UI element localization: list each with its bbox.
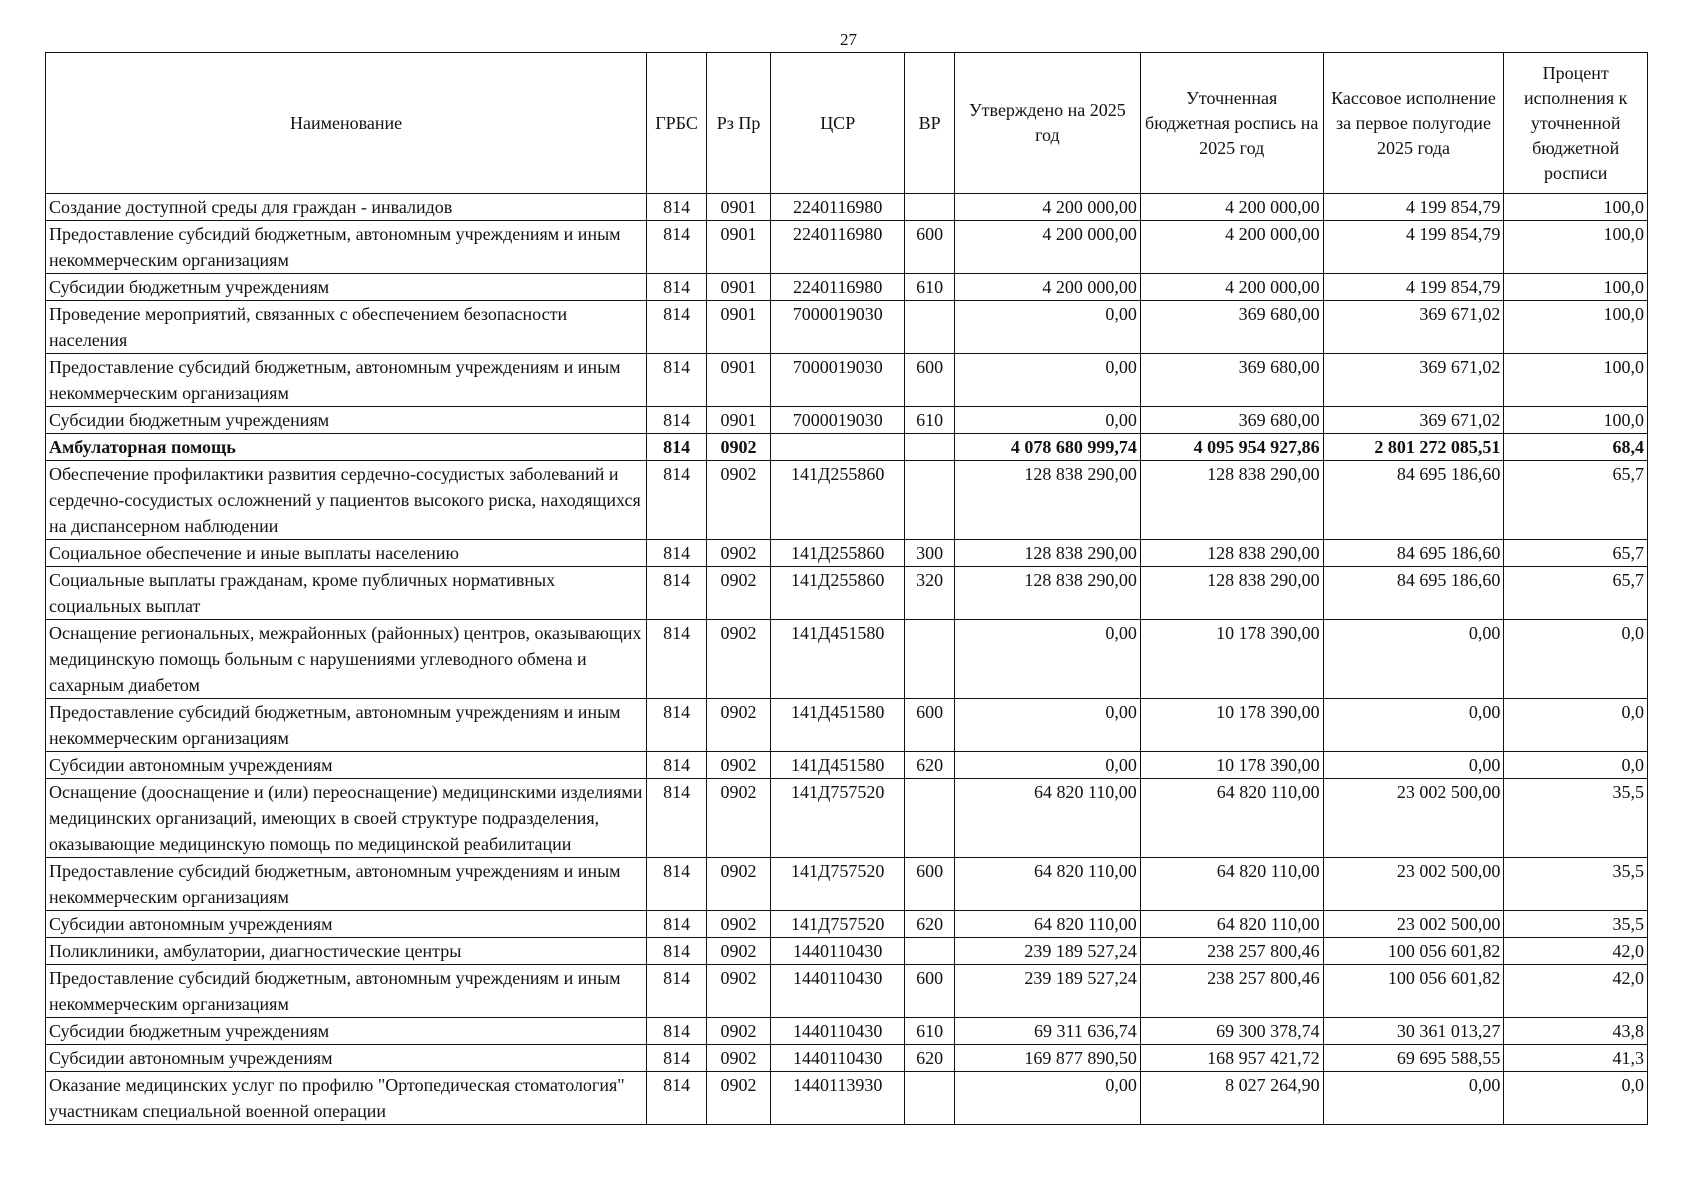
cell-name: Оснащение (дооснащение и (или) переоснащение) медицинскими изделиями медицинских организаций, имеющих в своей структуре подразделения, оказывающие медицинскую помощь по медицинской реабилитации (46, 779, 647, 858)
cell-cash: 69 695 588,55 (1323, 1045, 1504, 1072)
cell-vr: 600 (905, 354, 955, 407)
cell-cash: 369 671,02 (1323, 301, 1504, 354)
cell-percent: 65,7 (1504, 567, 1648, 620)
cell-csr: 1440110430 (771, 965, 905, 1018)
cell-rzpr: 0902 (707, 965, 771, 1018)
cell-grbs: 814 (647, 221, 707, 274)
cell-grbs: 814 (647, 434, 707, 461)
cell-cash: 30 361 013,27 (1323, 1018, 1504, 1045)
table-row (46, 407, 1648, 434)
cell-cash: 2 801 272 085,51 (1323, 434, 1504, 461)
cell-percent: 100,0 (1504, 221, 1648, 274)
cell-vr (905, 779, 955, 858)
cell-approved: 0,00 (954, 752, 1140, 779)
cell-csr: 7000019030 (771, 354, 905, 407)
cell-refined: 10 178 390,00 (1140, 752, 1323, 779)
cell-approved: 64 820 110,00 (954, 779, 1140, 858)
cell-approved: 0,00 (954, 301, 1140, 354)
cell-vr (905, 620, 955, 699)
cell-refined: 168 957 421,72 (1140, 1045, 1323, 1072)
table-row (46, 567, 1648, 620)
col-header-rzpr: Рз Пр (707, 53, 771, 194)
cell-vr: 610 (905, 274, 955, 301)
cell-grbs: 814 (647, 1045, 707, 1072)
cell-csr: 141Д255860 (771, 461, 905, 540)
cell-rzpr: 0901 (707, 221, 771, 274)
cell-csr: 1440110430 (771, 938, 905, 965)
cell-cash: 23 002 500,00 (1323, 911, 1504, 938)
cell-percent: 0,0 (1504, 699, 1648, 752)
cell-percent: 65,7 (1504, 461, 1648, 540)
cell-name: Предоставление субсидий бюджетным, автономным учреждениям и иным некоммерческим организациям (46, 858, 647, 911)
cell-name: Обеспечение профилактики развития сердечно-сосудистых заболеваний и сердечно-сосудистых осложнений у пациентов высокого риска, находящихся на диспансерном наблюдении (46, 461, 647, 540)
table-row (46, 354, 1648, 407)
cell-refined: 10 178 390,00 (1140, 620, 1323, 699)
cell-grbs: 814 (647, 699, 707, 752)
cell-approved: 4 200 000,00 (954, 194, 1140, 221)
cell-cash: 4 199 854,79 (1323, 194, 1504, 221)
table-row (46, 752, 1648, 779)
cell-vr (905, 194, 955, 221)
cell-vr: 600 (905, 965, 955, 1018)
cell-cash: 369 671,02 (1323, 354, 1504, 407)
cell-name: Амбулаторная помощь (46, 434, 647, 461)
cell-rzpr: 0901 (707, 354, 771, 407)
cell-name: Субсидии автономным учреждениям (46, 752, 647, 779)
cell-cash: 0,00 (1323, 699, 1504, 752)
cell-approved: 128 838 290,00 (954, 540, 1140, 567)
cell-rzpr: 0901 (707, 274, 771, 301)
cell-percent: 35,5 (1504, 911, 1648, 938)
cell-approved: 0,00 (954, 1072, 1140, 1125)
table-row (46, 858, 1648, 911)
table-header-row (46, 53, 1648, 194)
cell-vr: 620 (905, 752, 955, 779)
cell-name: Социальное обеспечение и иные выплаты населению (46, 540, 647, 567)
cell-refined: 4 200 000,00 (1140, 221, 1323, 274)
cell-refined: 128 838 290,00 (1140, 461, 1323, 540)
cell-refined: 369 680,00 (1140, 407, 1323, 434)
cell-grbs: 814 (647, 752, 707, 779)
cell-rzpr: 0902 (707, 1072, 771, 1125)
col-header-vr: ВР (905, 53, 955, 194)
budget-execution-table (45, 52, 1648, 1125)
cell-percent: 41,3 (1504, 1045, 1648, 1072)
cell-rzpr: 0902 (707, 911, 771, 938)
cell-vr: 300 (905, 540, 955, 567)
cell-vr: 600 (905, 699, 955, 752)
cell-approved: 0,00 (954, 407, 1140, 434)
table-row (46, 699, 1648, 752)
cell-grbs: 814 (647, 301, 707, 354)
cell-csr: 2240116980 (771, 194, 905, 221)
cell-percent: 100,0 (1504, 301, 1648, 354)
cell-name: Субсидии бюджетным учреждениям (46, 407, 647, 434)
cell-percent: 35,5 (1504, 858, 1648, 911)
cell-grbs: 814 (647, 461, 707, 540)
cell-vr: 600 (905, 858, 955, 911)
col-header-name: Наименование (46, 53, 647, 194)
cell-csr: 2240116980 (771, 221, 905, 274)
cell-vr: 320 (905, 567, 955, 620)
table-row (46, 274, 1648, 301)
cell-name: Субсидии автономным учреждениям (46, 1045, 647, 1072)
cell-approved: 169 877 890,50 (954, 1045, 1140, 1072)
cell-percent: 68,4 (1504, 434, 1648, 461)
cell-grbs: 814 (647, 1018, 707, 1045)
cell-name: Проведение мероприятий, связанных с обеспечением безопасности населения (46, 301, 647, 354)
cell-vr (905, 461, 955, 540)
cell-refined: 64 820 110,00 (1140, 779, 1323, 858)
table-row (46, 1072, 1648, 1125)
cell-rzpr: 0901 (707, 407, 771, 434)
cell-vr: 600 (905, 221, 955, 274)
cell-csr: 141Д757520 (771, 779, 905, 858)
cell-cash: 100 056 601,82 (1323, 938, 1504, 965)
cell-grbs: 814 (647, 354, 707, 407)
table-row (46, 1045, 1648, 1072)
cell-rzpr: 0902 (707, 752, 771, 779)
page-number: 27 (840, 30, 857, 49)
cell-approved: 239 189 527,24 (954, 965, 1140, 1018)
table-row (46, 965, 1648, 1018)
cell-grbs: 814 (647, 540, 707, 567)
table-row (46, 221, 1648, 274)
table-row (46, 1018, 1648, 1045)
cell-approved: 4 200 000,00 (954, 274, 1140, 301)
cell-rzpr: 0902 (707, 540, 771, 567)
table-row (46, 301, 1648, 354)
cell-percent: 42,0 (1504, 965, 1648, 1018)
cell-grbs: 814 (647, 620, 707, 699)
cell-refined: 128 838 290,00 (1140, 540, 1323, 567)
cell-percent: 0,0 (1504, 620, 1648, 699)
col-header-grbs: ГРБС (647, 53, 707, 194)
cell-vr (905, 434, 955, 461)
cell-percent: 100,0 (1504, 354, 1648, 407)
cell-name: Субсидии бюджетным учреждениям (46, 1018, 647, 1045)
cell-approved: 4 078 680 999,74 (954, 434, 1140, 461)
cell-name: Оснащение региональных, межрайонных (районных) центров, оказывающих медицинскую помощь больным с нарушениями углеводного обмена и сахарным диабетом (46, 620, 647, 699)
cell-csr: 1440110430 (771, 1045, 905, 1072)
cell-refined: 128 838 290,00 (1140, 567, 1323, 620)
cell-vr (905, 1072, 955, 1125)
cell-refined: 369 680,00 (1140, 354, 1323, 407)
table-row (46, 461, 1648, 540)
cell-grbs: 814 (647, 858, 707, 911)
table-row (46, 194, 1648, 221)
cell-csr: 141Д451580 (771, 620, 905, 699)
cell-rzpr: 0901 (707, 301, 771, 354)
cell-cash: 84 695 186,60 (1323, 540, 1504, 567)
cell-name: Оказание медицинских услуг по профилю "Ортопедическая стоматология" участникам специальной военной операции (46, 1072, 647, 1125)
cell-name: Субсидии автономным учреждениям (46, 911, 647, 938)
cell-percent: 43,8 (1504, 1018, 1648, 1045)
cell-approved: 239 189 527,24 (954, 938, 1140, 965)
cell-refined: 64 820 110,00 (1140, 858, 1323, 911)
cell-refined: 369 680,00 (1140, 301, 1323, 354)
cell-cash: 4 199 854,79 (1323, 274, 1504, 301)
cell-percent: 65,7 (1504, 540, 1648, 567)
cell-rzpr: 0902 (707, 1018, 771, 1045)
table-row (46, 779, 1648, 858)
cell-rzpr: 0901 (707, 194, 771, 221)
cell-refined: 64 820 110,00 (1140, 911, 1323, 938)
cell-approved: 69 311 636,74 (954, 1018, 1140, 1045)
cell-cash: 100 056 601,82 (1323, 965, 1504, 1018)
cell-approved: 4 200 000,00 (954, 221, 1140, 274)
cell-vr: 610 (905, 1018, 955, 1045)
cell-rzpr: 0902 (707, 699, 771, 752)
cell-rzpr: 0902 (707, 620, 771, 699)
table-row (46, 911, 1648, 938)
cell-cash: 4 199 854,79 (1323, 221, 1504, 274)
cell-grbs: 814 (647, 938, 707, 965)
cell-cash: 23 002 500,00 (1323, 858, 1504, 911)
cell-refined: 4 095 954 927,86 (1140, 434, 1323, 461)
cell-rzpr: 0902 (707, 858, 771, 911)
col-header-csr: ЦСР (771, 53, 905, 194)
col-header-cash: Кассовое исполнение за первое полугодие 2025 года (1323, 53, 1504, 194)
cell-approved: 0,00 (954, 699, 1140, 752)
cell-approved: 0,00 (954, 354, 1140, 407)
cell-csr: 141Д255860 (771, 540, 905, 567)
cell-percent: 100,0 (1504, 407, 1648, 434)
cell-csr: 141Д757520 (771, 858, 905, 911)
cell-name: Субсидии бюджетным учреждениям (46, 274, 647, 301)
cell-vr (905, 301, 955, 354)
cell-grbs: 814 (647, 1072, 707, 1125)
cell-name: Предоставление субсидий бюджетным, автономным учреждениям и иным некоммерческим организациям (46, 221, 647, 274)
cell-percent: 35,5 (1504, 779, 1648, 858)
cell-grbs: 814 (647, 567, 707, 620)
cell-cash: 369 671,02 (1323, 407, 1504, 434)
table-body (46, 194, 1648, 1125)
cell-rzpr: 0902 (707, 779, 771, 858)
cell-csr: 7000019030 (771, 407, 905, 434)
cell-csr: 1440110430 (771, 1018, 905, 1045)
cell-csr: 141Д255860 (771, 567, 905, 620)
cell-grbs: 814 (647, 274, 707, 301)
cell-vr (905, 938, 955, 965)
cell-cash: 0,00 (1323, 1072, 1504, 1125)
cell-percent: 0,0 (1504, 752, 1648, 779)
cell-rzpr: 0902 (707, 434, 771, 461)
cell-name: Предоставление субсидий бюджетным, автономным учреждениям и иным некоммерческим организациям (46, 354, 647, 407)
cell-csr: 7000019030 (771, 301, 905, 354)
cell-csr: 2240116980 (771, 274, 905, 301)
cell-cash: 0,00 (1323, 620, 1504, 699)
cell-grbs: 814 (647, 911, 707, 938)
cell-vr: 620 (905, 1045, 955, 1072)
cell-refined: 8 027 264,90 (1140, 1072, 1323, 1125)
cell-vr: 620 (905, 911, 955, 938)
col-header-refined: Уточненная бюджетная роспись на 2025 год (1140, 53, 1323, 194)
cell-percent: 100,0 (1504, 274, 1648, 301)
cell-csr (771, 434, 905, 461)
cell-name: Поликлиники, амбулатории, диагностические центры (46, 938, 647, 965)
cell-grbs: 814 (647, 407, 707, 434)
cell-rzpr: 0902 (707, 461, 771, 540)
cell-csr: 1440113930 (771, 1072, 905, 1125)
cell-name: Создание доступной среды для граждан - инвалидов (46, 194, 647, 221)
col-header-percent: Процент исполнения к уточненной бюджетной росписи (1504, 53, 1648, 194)
cell-csr: 141Д451580 (771, 699, 905, 752)
cell-approved: 64 820 110,00 (954, 858, 1140, 911)
cell-cash: 23 002 500,00 (1323, 779, 1504, 858)
cell-approved: 0,00 (954, 620, 1140, 699)
cell-vr: 610 (905, 407, 955, 434)
table-row (46, 540, 1648, 567)
cell-refined: 238 257 800,46 (1140, 938, 1323, 965)
cell-name: Предоставление субсидий бюджетным, автономным учреждениям и иным некоммерческим организациям (46, 965, 647, 1018)
cell-percent: 0,0 (1504, 1072, 1648, 1125)
cell-rzpr: 0902 (707, 567, 771, 620)
cell-cash: 84 695 186,60 (1323, 461, 1504, 540)
cell-approved: 64 820 110,00 (954, 911, 1140, 938)
cell-refined: 10 178 390,00 (1140, 699, 1323, 752)
cell-rzpr: 0902 (707, 1045, 771, 1072)
cell-grbs: 814 (647, 779, 707, 858)
cell-refined: 4 200 000,00 (1140, 274, 1323, 301)
cell-grbs: 814 (647, 965, 707, 1018)
cell-cash: 0,00 (1323, 752, 1504, 779)
cell-name: Социальные выплаты гражданам, кроме публичных нормативных социальных выплат (46, 567, 647, 620)
cell-csr: 141Д757520 (771, 911, 905, 938)
cell-cash: 84 695 186,60 (1323, 567, 1504, 620)
cell-refined: 69 300 378,74 (1140, 1018, 1323, 1045)
cell-csr: 141Д451580 (771, 752, 905, 779)
cell-refined: 4 200 000,00 (1140, 194, 1323, 221)
cell-grbs: 814 (647, 194, 707, 221)
cell-rzpr: 0902 (707, 938, 771, 965)
cell-approved: 128 838 290,00 (954, 567, 1140, 620)
cell-refined: 238 257 800,46 (1140, 965, 1323, 1018)
cell-approved: 128 838 290,00 (954, 461, 1140, 540)
cell-percent: 42,0 (1504, 938, 1648, 965)
cell-name: Предоставление субсидий бюджетным, автономным учреждениям и иным некоммерческим организациям (46, 699, 647, 752)
table-row (46, 938, 1648, 965)
table-row (46, 620, 1648, 699)
col-header-approved: Утверждено на 2025 год (954, 53, 1140, 194)
table-row (46, 434, 1648, 461)
cell-percent: 100,0 (1504, 194, 1648, 221)
